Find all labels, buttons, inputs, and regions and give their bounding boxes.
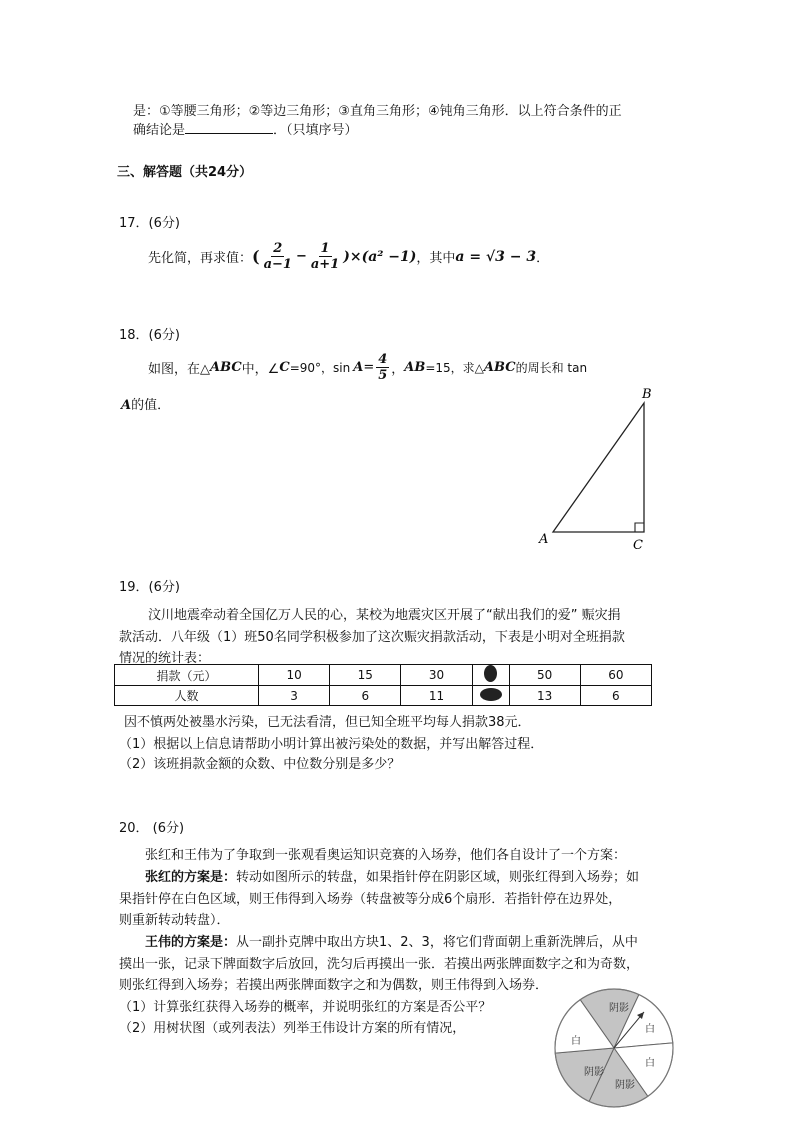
q18-text-6: =15，求△ <box>425 361 484 375</box>
triangle-shape <box>553 403 644 532</box>
table-cell: 15 <box>330 665 401 686</box>
q19-para-line-3: 情况的统计表： <box>119 651 211 666</box>
q18-ab: AB <box>404 360 426 375</box>
table-cell: 60 <box>580 665 651 686</box>
q19-sub-2: （2）该班捐款金额的众数、中位数分别是多少？ <box>119 757 401 772</box>
table-cell-smudged <box>472 686 509 706</box>
continuation-line-1: 是：①等腰三角形；②等边三角形；③直角三角形；④钝角三角形．以上符合条件的正 <box>133 104 622 119</box>
right-angle-mark <box>635 523 644 532</box>
q18-triangle-figure <box>530 382 660 552</box>
table-cell: 50 <box>509 665 580 686</box>
spinner-sector-label: 阴影 <box>609 1003 629 1014</box>
q18-abc-1: ABC <box>210 360 242 375</box>
q20-sub-1: （1）计算张红获得入场券的概率，并说明张红的方案是否公平？ <box>119 1000 492 1015</box>
q18-line-2 <box>121 394 170 413</box>
q20-ww-line-2: 摸出一张，记录下牌面数字后放回，洗匀后再摸出一张．若摸出两张牌面数字之和为奇数， <box>119 957 640 972</box>
table-row <box>115 686 652 706</box>
q20-header: 20． (6分) <box>119 821 185 836</box>
q18-frac <box>376 352 389 383</box>
continuation-prefix: 确结论是 <box>133 123 186 138</box>
q17-header: 17．(6分) <box>119 216 180 231</box>
q18-text-3: =90°，sin <box>289 361 351 375</box>
q18-text-1: 如图，在△ <box>148 362 210 377</box>
q20-ww-label: 王伟的方案是： <box>145 935 237 950</box>
q17-text-prefix: 先化简，再求值： <box>148 251 253 266</box>
q18-text-4: = <box>363 360 375 375</box>
q20-ww-line-1 <box>145 931 638 950</box>
q20-zh-line-2: 果指针停在白色区域，则王伟得到入场券（转盘被等分成6个扇形．若指针停在边界处， <box>119 892 622 907</box>
q20-zh-text-1: 转动如图所示的转盘，如果指针停在阴影区域，则张红得到入场券；如 <box>236 870 640 885</box>
q18-text-7: 的周长和 tan <box>515 361 588 375</box>
vertex-label-b: B <box>642 387 652 402</box>
q17-frac-1-num: 2 <box>273 241 283 256</box>
q17-frac-2-den: a+1 <box>310 257 340 272</box>
q20-zh-line-1 <box>145 866 639 885</box>
spinner-sector-label: 白 <box>571 1036 581 1047</box>
ink-blot-1 <box>484 665 497 682</box>
q18-text-2: 中，∠ <box>241 362 280 377</box>
spinner-sector-label: 白 <box>645 1058 655 1069</box>
q18-header: 18．(6分) <box>119 328 180 343</box>
q20-intro: 张红和王伟为了争取到一张观看奥运知识竞赛的入场券，他们各自设计了一个方案： <box>145 848 627 863</box>
table-cell-smudged <box>472 665 509 686</box>
q17-text-end: ． <box>536 251 550 266</box>
continuation-suffix: ．（只填序号） <box>273 123 358 138</box>
q19-note: 因不慎两处被墨水污染，已无法看清，但已知全班平均每人捐款38元． <box>124 715 531 730</box>
q18-a-1: A <box>353 360 364 375</box>
table-row-label: 人数 <box>115 686 259 706</box>
table-cell: 6 <box>330 686 401 706</box>
q17-frac-1-den: a−1 <box>263 257 292 272</box>
q18-text-8: 的值． <box>131 398 171 413</box>
q18-abc-2: ABC <box>483 360 516 375</box>
section-title: 三、解答题（共24分） <box>117 165 253 180</box>
q17-condition: a = √3 − 3 <box>455 248 537 265</box>
q20-zh-line-3: 则重新转动转盘）． <box>119 913 230 928</box>
spinner-sector-label: 阴影 <box>615 1080 635 1091</box>
q17-frac-2 <box>309 241 341 272</box>
q18-a-2: A <box>121 398 132 413</box>
q18-c: C <box>279 360 290 375</box>
q19-header: 19．(6分) <box>119 580 180 595</box>
q20-zh-label: 张红的方案是： <box>145 870 237 885</box>
table-row-label: 捐款（元） <box>115 665 259 686</box>
q20-ww-text-1: 从一副扑克牌中取出方块1、2、3，将它们背面朝上重新洗牌后，从中 <box>236 935 638 950</box>
vertex-label-a: A <box>539 532 549 547</box>
q18-text-5: ， <box>391 362 405 377</box>
q18-frac-den: 5 <box>378 368 388 383</box>
answer-blank <box>185 121 273 134</box>
q17-minus: − <box>295 249 307 264</box>
q17-open: ( <box>252 247 260 266</box>
table-cell: 13 <box>509 686 580 706</box>
donation-table <box>114 664 652 706</box>
table-cell: 6 <box>580 686 651 706</box>
q18-frac-num: 4 <box>378 352 388 367</box>
q17-text-mid: ，其中 <box>416 251 456 266</box>
spinner-sector-label: 阴影 <box>584 1067 604 1078</box>
continuation-line-2 <box>133 119 358 138</box>
spinner-figure <box>551 985 677 1111</box>
table-cell: 30 <box>401 665 472 686</box>
table-cell: 3 <box>259 686 330 706</box>
vertex-label-c: C <box>633 538 643 552</box>
q17-frac-1 <box>262 241 294 272</box>
table-cell: 10 <box>259 665 330 686</box>
spinner-sector-label: 白 <box>645 1024 655 1035</box>
q17-frac-2-num: 1 <box>320 241 330 256</box>
q20-ww-line-3: 则张红得到入场券；若摸出两张牌面数字之和为偶数，则王伟得到入场券． <box>119 978 549 993</box>
q20-sub-2: （2）用树状图（或列表法）列举王伟设计方案的所有情况， <box>119 1021 466 1036</box>
table-row <box>115 665 652 686</box>
q18-line-1 <box>148 352 587 383</box>
q17-body <box>148 241 549 272</box>
q17-close: )×(a² −1) <box>343 248 417 265</box>
table-cell: 11 <box>401 686 472 706</box>
q19-sub-1: （1）根据以上信息请帮助小明计算出被污染处的数据，并写出解答过程． <box>119 737 544 752</box>
q19-para-line-2: 款活动．八年级（1）班50名同学积极参加了这次赈灾捐款活动，下表是小明对全班捐款 <box>119 630 625 645</box>
q19-para-line-1: 汶川地震牵动着全国亿万人民的心，某校为地震灾区开展了“献出我们的爱” 赈灾捐 <box>148 608 621 623</box>
ink-blot-2 <box>480 688 502 701</box>
